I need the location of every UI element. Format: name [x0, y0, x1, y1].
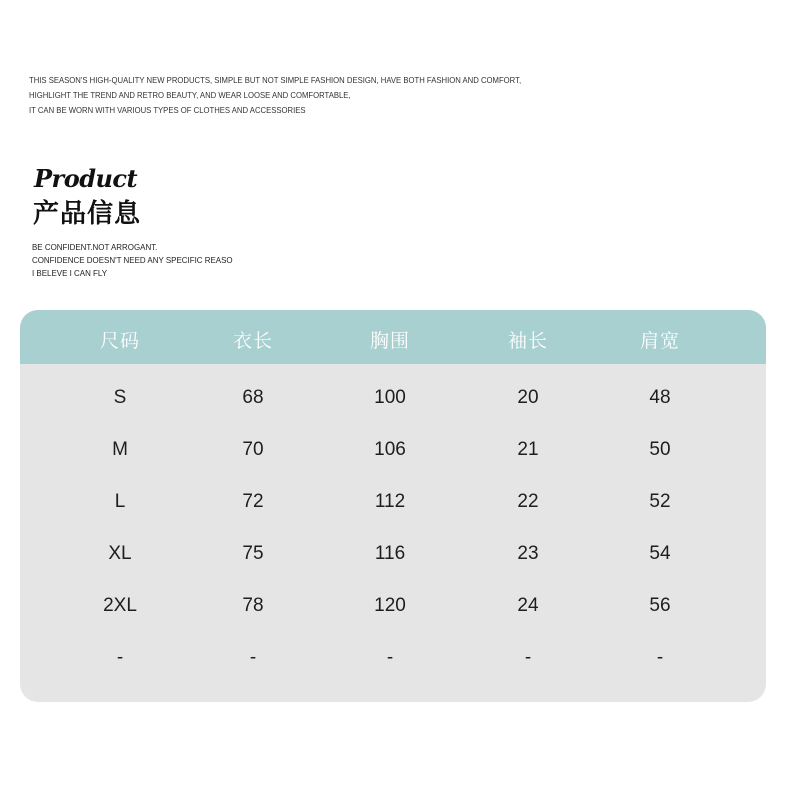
motto-line: BE CONFIDENT.NOT ARROGANT. [32, 242, 158, 252]
cell-length: 75 [242, 543, 264, 564]
tagline-line: IT CAN BE WORN WITH VARIOUS TYPES OF CLOTHES AND ACCESSORIES [29, 105, 306, 115]
cell-chest: 112 [374, 491, 406, 512]
cell-chest: 106 [374, 439, 406, 460]
header-shoulder: 肩宽 [639, 330, 681, 352]
cell-shoulder: 50 [649, 439, 671, 460]
cell-sleeve: 24 [517, 595, 539, 616]
motto-line: CONFIDENCE DOESN'T NEED ANY SPECIFIC REASO [32, 255, 233, 265]
cell-sleeve: - [524, 647, 532, 668]
tagline [29, 73, 521, 118]
cell-length: 78 [242, 595, 264, 616]
heading-chinese: 产品信息 [33, 199, 142, 229]
cell-length: 70 [242, 439, 264, 460]
table-row [20, 416, 766, 468]
cell-shoulder: - [656, 647, 664, 668]
cell-length: 72 [242, 491, 264, 512]
cell-length: 68 [242, 387, 264, 408]
table-header [20, 310, 766, 364]
cell-size: S [113, 387, 127, 408]
tagline-line: HIGHLIGHT THE TREND AND RETRO BEAUTY, AND WEAR LOOSE AND COMFORTABLE, [29, 90, 351, 100]
table-row [20, 572, 766, 624]
header-sleeve: 袖长 [507, 330, 549, 352]
cell-length: - [249, 647, 257, 668]
cell-chest: 120 [374, 595, 406, 616]
cell-chest: 116 [374, 543, 406, 564]
cell-sleeve: 22 [517, 491, 539, 512]
motto [32, 241, 233, 280]
size-table [20, 310, 766, 702]
cell-size: - [116, 647, 124, 668]
cell-shoulder: 48 [649, 387, 671, 408]
cell-chest: - [386, 647, 394, 668]
heading-english: Product [34, 164, 138, 193]
cell-chest: 100 [374, 387, 406, 408]
cell-size: XL [108, 543, 132, 564]
table-row [20, 468, 766, 520]
cell-sleeve: 21 [517, 439, 539, 460]
header-chest: 胸围 [369, 330, 411, 352]
cell-shoulder: 54 [649, 543, 671, 564]
cell-shoulder: 56 [649, 595, 671, 616]
table-row [20, 520, 766, 572]
cell-sleeve: 23 [517, 543, 539, 564]
tagline-line: THIS SEASON'S HIGH-QUALITY NEW PRODUCTS, SIMPLE BUT NOT SIMPLE FASHION DESIGN, HAVE BOTH FASHION AND COMFORT, [29, 75, 522, 85]
table-row [20, 364, 766, 416]
cell-size: 2XL [103, 595, 137, 616]
header-size: 尺码 [99, 330, 141, 352]
cell-sleeve: 20 [517, 387, 539, 408]
cell-size: M [112, 439, 128, 460]
table-row [20, 624, 766, 676]
header-length: 衣长 [232, 330, 274, 352]
cell-shoulder: 52 [649, 491, 671, 512]
cell-size: L [114, 491, 126, 512]
motto-line: I BELEVE I CAN FLY [32, 268, 108, 278]
